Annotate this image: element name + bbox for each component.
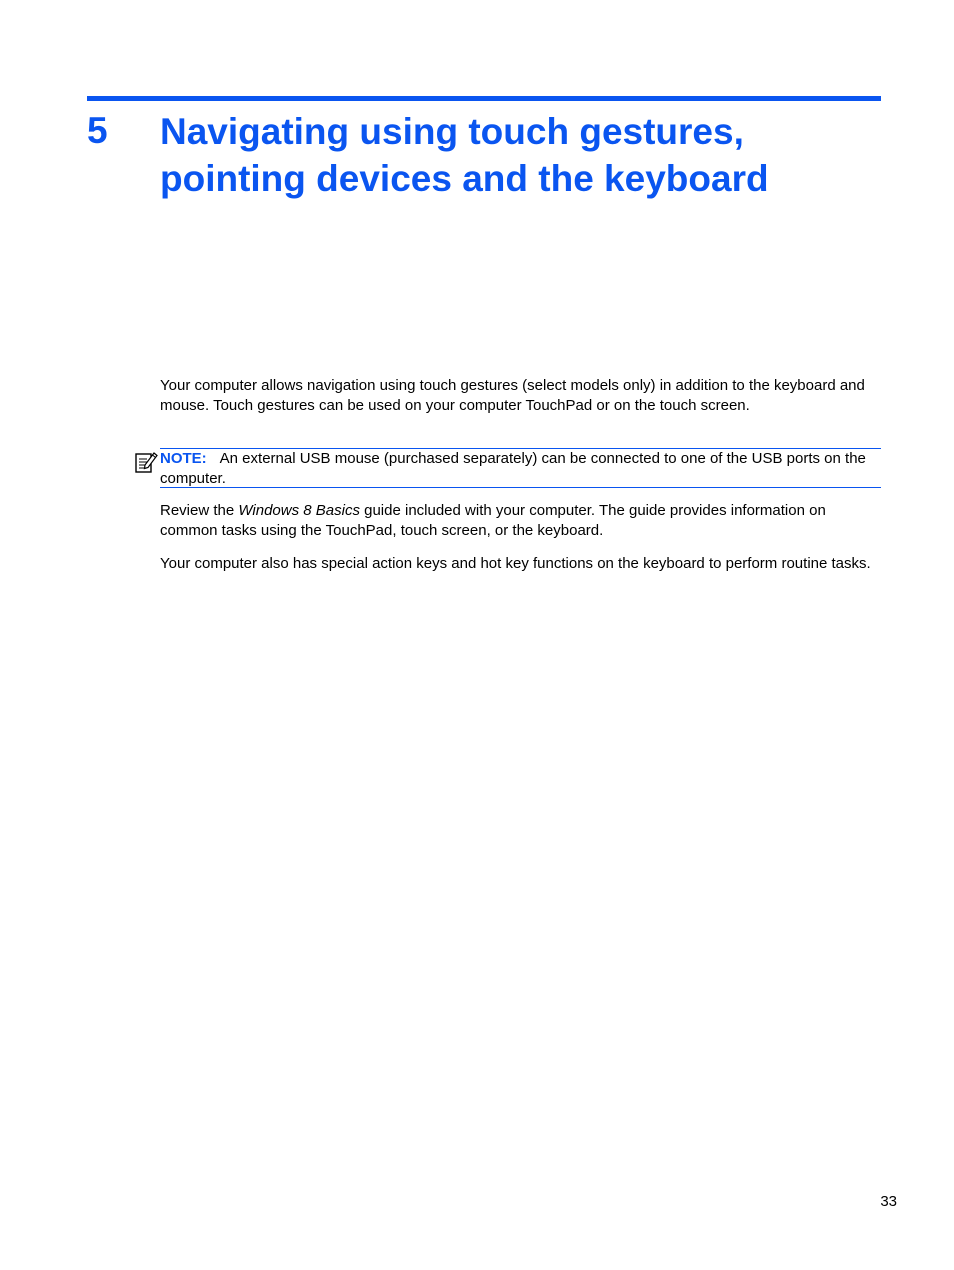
page-number: 33 [880, 1193, 897, 1210]
chapter-rule [87, 96, 881, 101]
chapter-number: 5 [87, 110, 108, 151]
hotkeys-paragraph: Your computer also has special action keys and hot key functions on the keyboard to perform routine tasks. [160, 555, 871, 572]
chapter-title-line1: Navigating using touch gestures, [160, 111, 744, 152]
guide-paragraph-before: Review the [160, 502, 239, 519]
intro-paragraph: Your computer allows navigation using touch gestures (select models only) in addition to the keyboard and mouse. Touch gestures can be used on your computer TouchPad or on the touch screen. [160, 377, 865, 414]
guide-paragraph-after: guide included with your computer. The guide provides information on common tasks using the TouchPad, touch screen, or the keyboard. [160, 502, 826, 539]
note-pencil-icon [134, 450, 158, 474]
note-label: NOTE: [160, 450, 207, 467]
note-body: An external USB mouse (purchased separately) can be connected to one of the USB ports on the computer. [160, 450, 866, 487]
note-text [160, 449, 881, 488]
guide-paragraph [160, 501, 881, 540]
chapter-title-line2: pointing devices and the keyboard [160, 158, 769, 199]
chapter-title [160, 108, 880, 202]
guide-title: Windows 8 Basics [238, 502, 360, 519]
note-box [160, 448, 881, 488]
